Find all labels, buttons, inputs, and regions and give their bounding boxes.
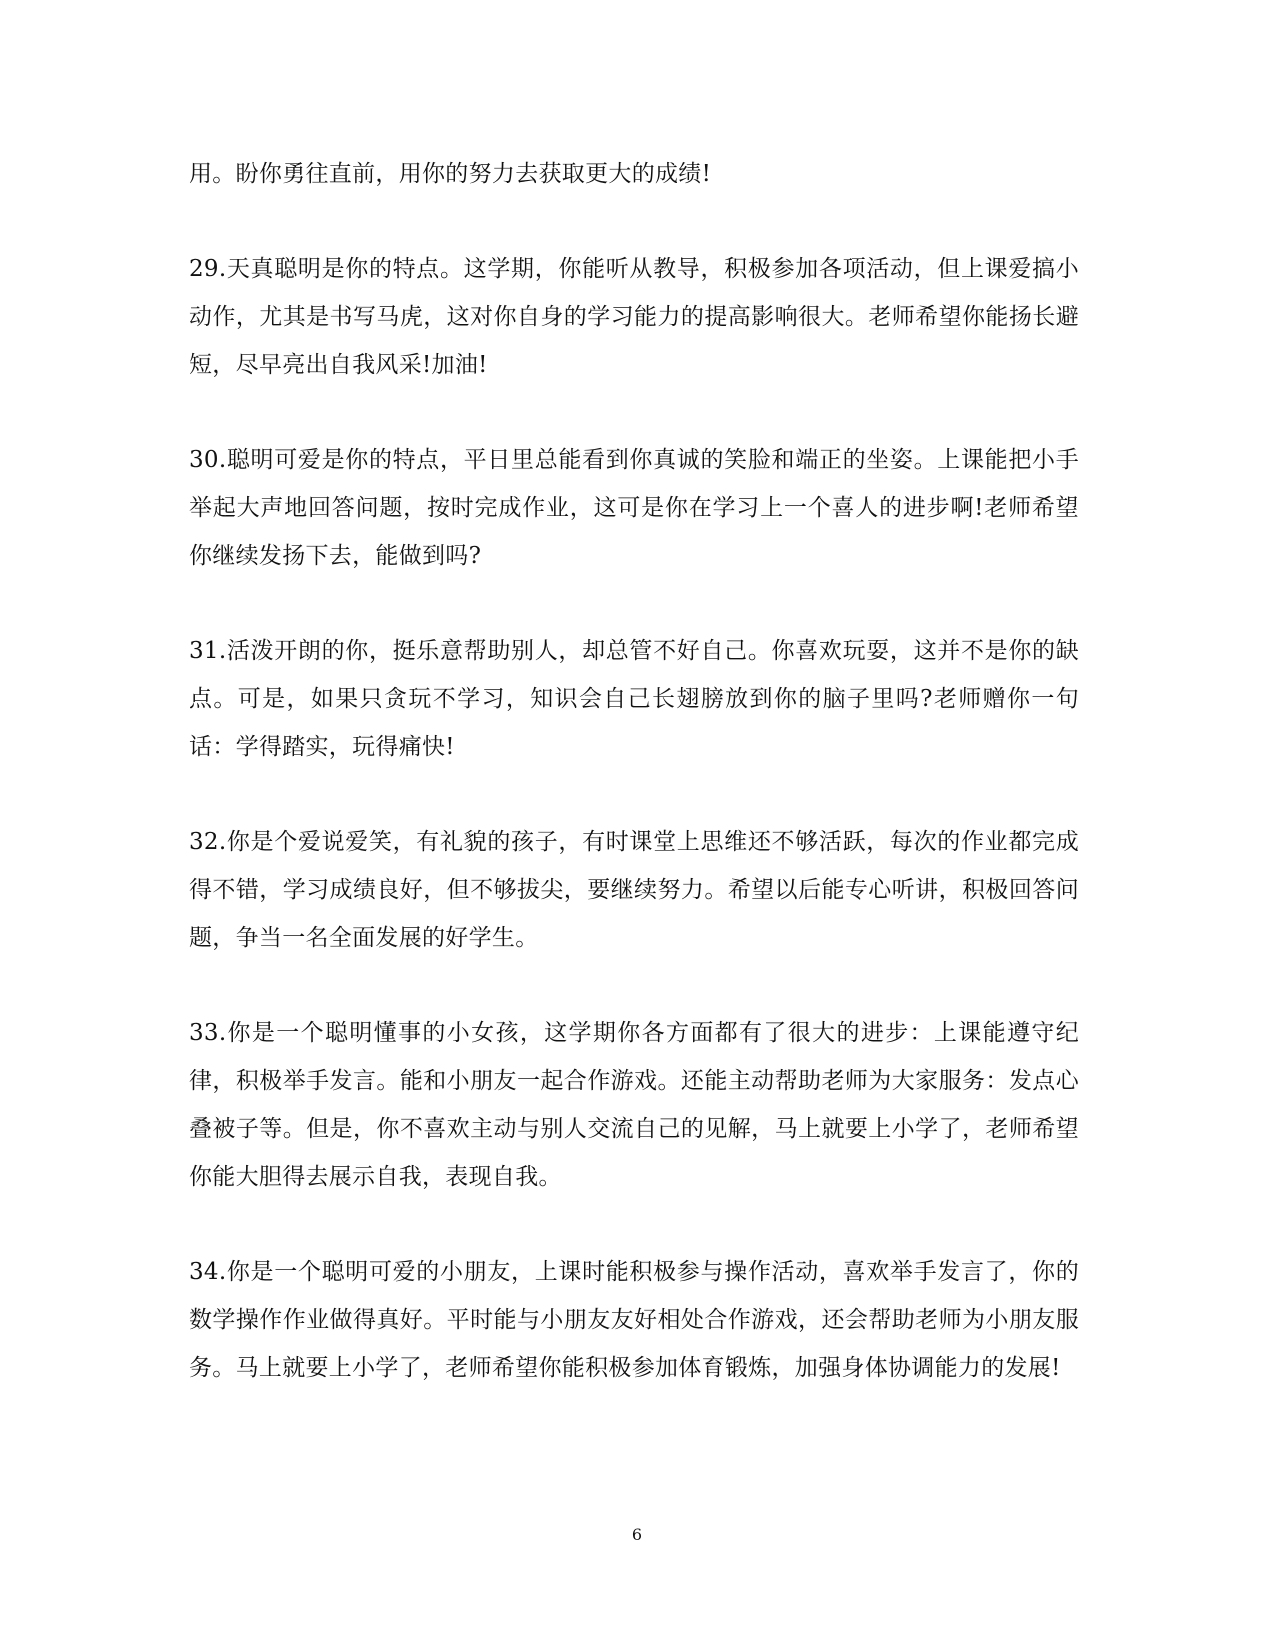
paragraph-continuation: 用。盼你勇往直前，用你的努力去获取更大的成绩! bbox=[189, 161, 712, 187]
paragraph-31: 31.活泼开朗的你，挺乐意帮助别人，却总管不好自己。你喜欢玩耍，这并不是你的缺点。可是，如果只贪玩不学习，知识会自己长翅膀放到你的脑子里吗?老师赠你一句话：学得踏实，玩得痛快! bbox=[189, 638, 1079, 760]
paragraph-32: 32.你是个爱说爱笑，有礼貌的孩子，有时课堂上思维还不够活跃，每次的作业都完成得不错，学习成绩良好，但不够拔尖，要继续努力。希望以后能专心听讲，积极回答问题，争当一名全面发展的好学生。 bbox=[189, 829, 1079, 951]
page-number: 6 bbox=[631, 1525, 643, 1544]
paragraph-34: 34.你是一个聪明可爱的小朋友，上课时能积极参与操作活动，喜欢举手发言了，你的数学操作作业做得真好。平时能与小朋友友好相处合作游戏，还会帮助老师为小朋友服务。马上就要上小学了，老师希望你能积极参加体育锻炼，加强身体协调能力的发展! bbox=[189, 1259, 1079, 1381]
paragraph-29: 29.天真聪明是你的特点。这学期，你能听从教导，积极参加各项活动，但上课爱搞小动作，尤其是书写马虎，这对你自身的学习能力的提高影响很大。老师希望你能扬长避短，尽早亮出自我风采!加油! bbox=[189, 256, 1079, 378]
paragraph-33: 33.你是一个聪明懂事的小女孩，这学期你各方面都有了很大的进步：上课能遵守纪律，积极举手发言。能和小朋友一起合作游戏。还能主动帮助老师为大家服务：发点心叠被子等。但是，你不喜欢主动与别人交流自己的见解，马上就要上小学了，老师希望你能大胆得去展示自我，表现自我。 bbox=[189, 1020, 1079, 1190]
page-content bbox=[189, 150, 1079, 1439]
paragraph-30: 30.聪明可爱是你的特点，平日里总能看到你真诚的笑脸和端正的坐姿。上课能把小手举起大声地回答问题，按时完成作业，这可是你在学习上一个喜人的进步啊!老师希望你继续发扬下去，能做到吗? bbox=[189, 447, 1079, 569]
